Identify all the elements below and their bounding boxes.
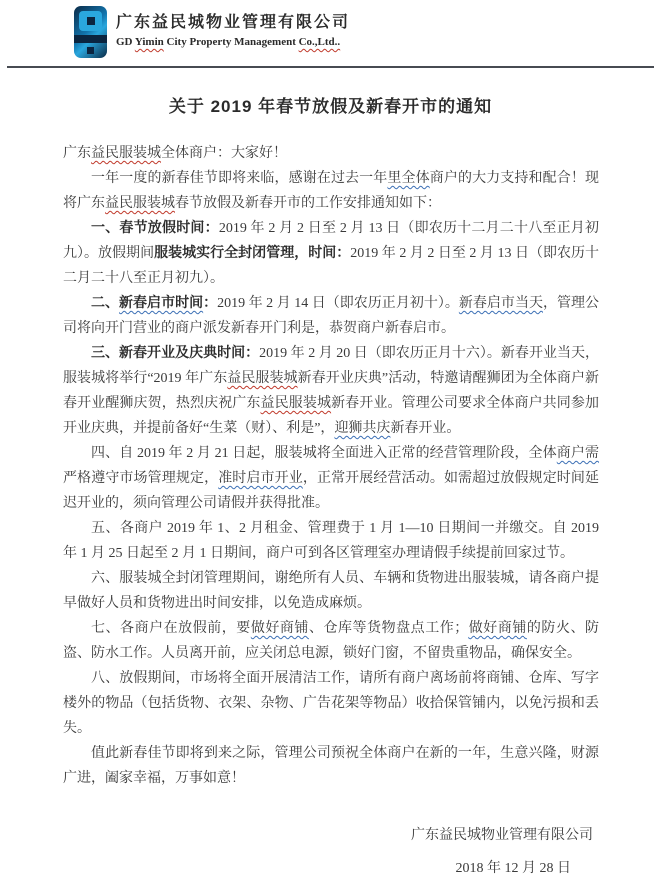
text-run: 三、新春开业及庆典时间： (91, 346, 260, 361)
text-run: 广东 (63, 146, 91, 161)
text-run: ，管理公司将向开门营业的商户派发新春开门利是，恭贺商户新春启市。 (63, 296, 600, 336)
text-run: 2019 年 2 月 2 日至 2 月 13 日（即农历十二月二十八至正月初九）。 (63, 246, 600, 286)
signature-company: 广东益民城物业管理有限公司 (411, 828, 593, 843)
company-name-cn: 广东益民城物业管理有限公司 (116, 14, 351, 31)
text-run: 四、自 2019 年 2 月 21 日起，服装城将全面进入正常的经营管理阶段，全体 (91, 446, 557, 461)
text-run: 全体商户：大家好！ (161, 146, 287, 161)
text-run: 益民服装城 (260, 396, 332, 411)
text-run: 2019 年 2 月 2 日至 2 月 13 日（即农历十二月二十八至正月初九）。放假期间 (63, 221, 600, 261)
signature-block (0, 823, 593, 876)
text-run: 、仓库等货物盘点工作； (308, 621, 469, 636)
text-run: Co.,Ltd.. (298, 36, 341, 48)
text-run: 益民服装城 (227, 371, 298, 386)
text-run: 七、各商户在放假前，要 (91, 621, 251, 636)
paragraph (63, 566, 599, 616)
text-run: 二、 (91, 296, 120, 311)
text-run: 值此新春佳节即将到来之际，管理公司预祝全体商户在新的一年，生意兴隆，财源广进，阖家幸福，万事如意！ (63, 746, 599, 786)
logo-inner-dot (87, 17, 95, 25)
text-run: GD (116, 36, 135, 48)
text-run: 一年一度的新春佳节即将来临，感谢在过去一年 (91, 171, 388, 186)
text-run: 六、服装城全封闭管理期间，谢绝所有人员、车辆和货物进出服装城，请各商户提早做好人员和货物进出时间安排，以免造成麻烦。 (63, 571, 599, 611)
text-run: Yimin (134, 36, 164, 48)
text-run: 商户需 (556, 446, 600, 461)
text-run: 新春开业。管理公司要求全体商户共同参加开业庆典，并提前备好“生菜（财）、利是”， (63, 396, 600, 436)
logo-foot-square (87, 47, 94, 54)
text-run: ，正常开展经营活动。如需超过放假规定时间延迟开业的，须向管理公司请假并获得批准。 (63, 471, 600, 511)
paragraph (63, 741, 599, 791)
text-run: 2019 年 2 月 20 日（即农历正月十六）。新春开业当天，服装城将举行“2019 年广东 (63, 346, 600, 386)
text-run: 新春启市当天 (458, 296, 543, 311)
text-run: 新春开业庆典”活动，特邀请醒狮团为全体商户新春开业醒狮庆贺，热烈庆祝广东 (63, 371, 600, 411)
text-run: 益民服装城 (91, 146, 161, 161)
paragraph (63, 516, 599, 566)
text-run: 里全体 (387, 171, 430, 186)
text-run: 的防火、防盗、防水工作。人员离开前，应关闭总电源，锁好门窗，不留贵重物品，确保安全。 (63, 621, 600, 661)
text-run: 新春启市时间 (119, 296, 204, 311)
text-run: 八、放假期间，市场将全面开展清洁工作，请所有商户离场前将商铺、仓库、写字楼外的物品（包括货物、衣架、杂物、广告花架等物品）收拾保管铺内，以免污损和丢失。 (63, 671, 599, 736)
text-run: 严格遵守市场管理规定， (63, 471, 219, 486)
company-name-en (116, 34, 661, 50)
text-run: ： (203, 296, 218, 311)
company-logo-icon (74, 6, 107, 58)
text-run: 五、各商户 2019 年 1、2 月租金、管理费于 1 月 1—10 日期间一并缴交。自 2019 年 1 月 25 日起至 2 月 1 日期间，商户可到各区管理室办理请假手续提前回家过节。 (63, 521, 599, 561)
letterhead (0, 0, 661, 64)
text-run: 商户的大力支持和配合！现将广东 (63, 171, 600, 211)
text-run: City Property Management (163, 36, 299, 48)
paragraph (63, 166, 599, 216)
text-run: 做好商铺 (468, 621, 527, 636)
text-run: 一、春节放假时间： (91, 221, 219, 236)
text-run: 新春开业。 (390, 421, 461, 436)
signature-date: 2018 年 12 月 28 日 (455, 861, 571, 876)
paragraph (63, 291, 599, 341)
logo-band (74, 35, 107, 43)
notice-body (63, 141, 599, 791)
page-title: 关于 2019 年春节放假及新春开市的通知 (168, 97, 493, 116)
paragraph (63, 341, 599, 441)
paragraph (63, 141, 599, 166)
text-run: 益民服装城 (105, 196, 175, 211)
text-run: 春节放假及新春开市的工作安排通知如下： (175, 196, 441, 211)
text-run: 准时启市开业 (218, 471, 303, 486)
company-name-block (116, 8, 661, 50)
text-run: 做好商铺 (250, 621, 309, 636)
paragraph (63, 441, 599, 516)
text-run: 2019 年 2 月 14 日（即农历正月初十）。 (217, 296, 459, 311)
paragraph (63, 666, 599, 741)
text-run: 迎狮共庆 (334, 421, 391, 436)
text-run: 服装城实行全封闭管理，时间： (154, 246, 351, 261)
header-divider (7, 66, 654, 68)
paragraph (63, 616, 599, 666)
paragraph (63, 216, 599, 291)
